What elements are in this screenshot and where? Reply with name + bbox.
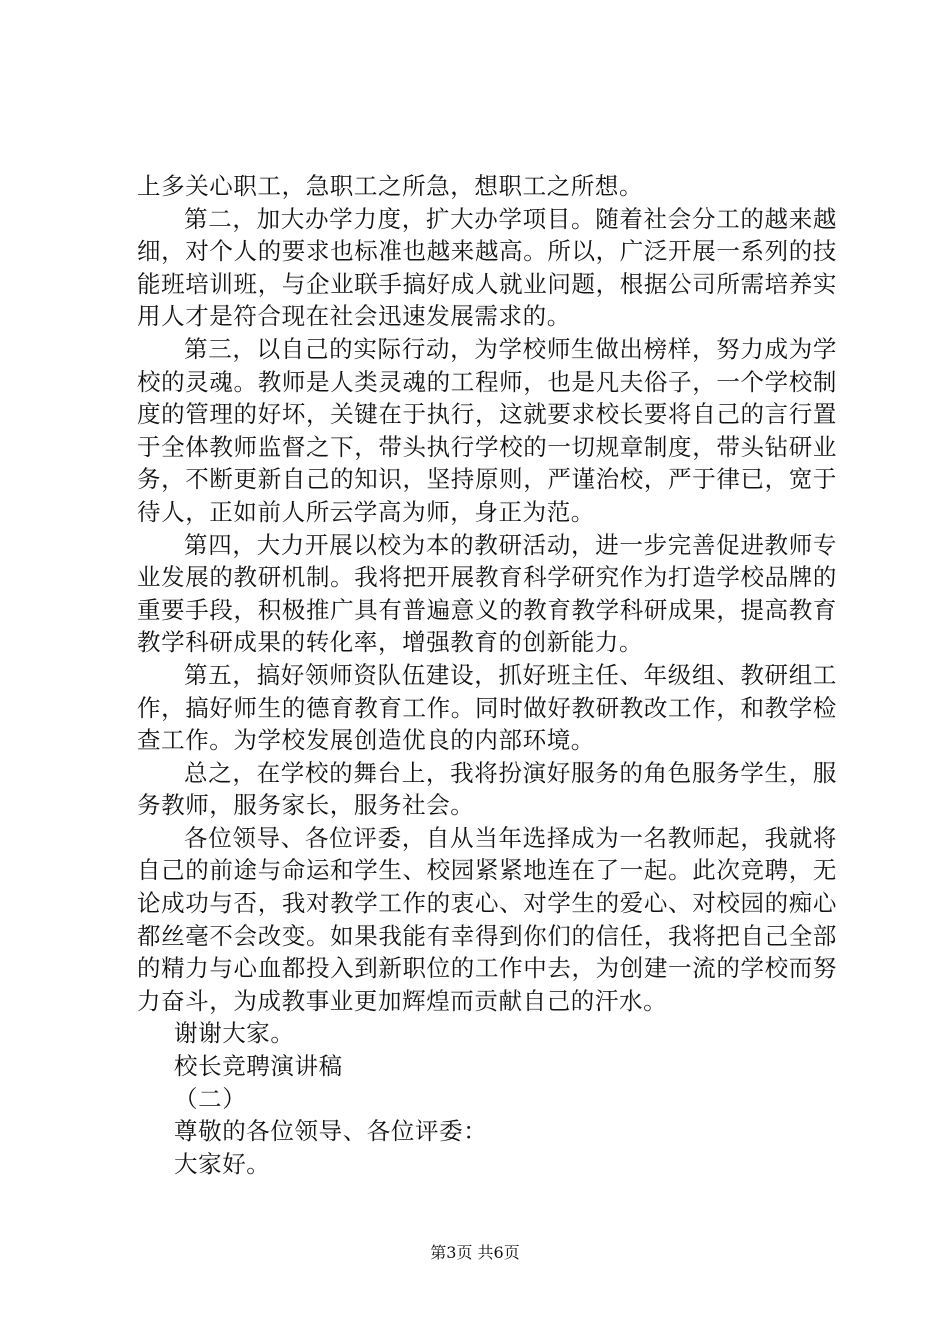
paragraph-fifth-point: 第五，搞好领师资队伍建设，抓好班主任、年级组、教研组工作，搞好师生的德育教育工作。同时做好教研教改工作，和教学检查工作。为学校发展创造优良的内部环境。 bbox=[137, 660, 837, 755]
section-title: 校长竞聘演讲稿 bbox=[174, 1052, 343, 1081]
paragraph-third-point: 第三，以自己的实际行动，为学校师生做出榜样，努力成为学校的灵魂。教师是人类灵魂的工程师，也是凡夫俗子，一个学校制度的管理的好坏，关键在于执行，这就要求校长要将自己的言行置于全体教师监督之下，带头执行学校的一切规章制度，带头钻研业务，不断更新自己的知识，坚持原则，严谨治校，严于律已，宽于待人，正如前人所云学高为师，身正为范。 bbox=[137, 334, 837, 526]
paragraph-continuation: 上多关心职工，急职工之所急，想职工之所想。 bbox=[137, 172, 644, 200]
salutation: 尊敬的各位领导、各位评委： bbox=[174, 1117, 488, 1146]
page-footer: 第3页 共6页 bbox=[430, 1243, 520, 1262]
paragraph-closing: 各位领导、各位评委，自从当年选择成为一名教师起，我就将自己的前途与命运和学生、校园紧紧地连在了一起。此次竞聘，无论成功与否，我对教学工作的衷心、对学生的爱心、对校园的痴心都丝毫不会改变。如果我能有幸得到你们的信任，我将把自己全部的精力与心血都投入到新职位的工作中去，为创建一流的学校而努力奋斗，为成教事业更加辉煌而贡献自己的汗水。 bbox=[137, 823, 837, 1015]
paragraph-second-point: 第二，加大办学力度，扩大办学项目。随着社会分工的越来越细，对个人的要求也标准也越来越高。所以，广泛开展一系列的技能班培训班，与企业联手搞好成人就业问题，根据公司所需培养实用人才是符合现在社会迅速发展需求的。 bbox=[137, 204, 837, 331]
paragraph-thanks: 谢谢大家。 bbox=[174, 1019, 295, 1048]
section-number: （二） bbox=[174, 1084, 247, 1113]
document-body bbox=[137, 170, 837, 1180]
paragraph-summary: 总之，在学校的舞台上，我将扮演好服务的角色服务学生，服务教师，服务家长，服务社会。 bbox=[137, 758, 837, 820]
greeting: 大家好。 bbox=[174, 1149, 271, 1178]
paragraph-fourth-point: 第四，大力开展以校为本的教研活动，进一步完善促进教师专业发展的教研机制。我将把开展教育科学研究作为打造学校品牌的重要手段，积极推广具有普遍意义的教育教学科研成果，提高教育教学科研成果的转化率，增强教育的创新能力。 bbox=[137, 530, 837, 657]
